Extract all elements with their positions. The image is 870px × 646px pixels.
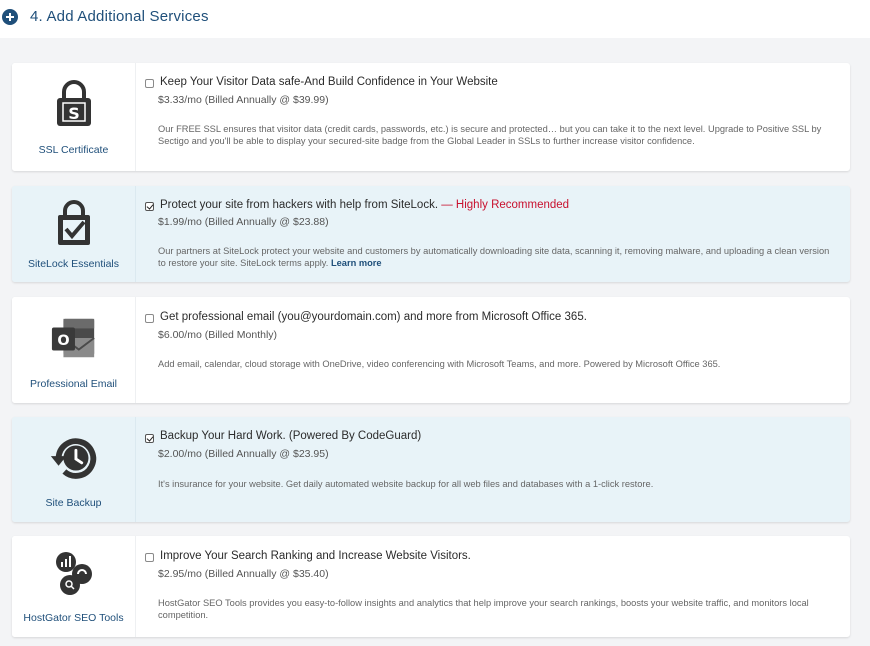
service-name: HostGator SEO Tools (23, 612, 124, 624)
seo-checkbox[interactable] (145, 553, 154, 562)
plus-circle-icon[interactable] (2, 9, 18, 25)
service-badge (12, 417, 136, 522)
email-checkbox[interactable] (145, 314, 154, 323)
service-description: HostGator SEO Tools provides you easy-to-follow insights and analytics that help improve your search rankings, boosts your website traffic, and monitors local competition. (158, 598, 809, 620)
service-heading: Keep Your Visitor Data safe-And Build Confidence in Your Website (160, 76, 498, 88)
service-name: SSL Certificate (38, 144, 109, 156)
service-card-ssl (12, 63, 850, 171)
service-badge (12, 297, 136, 403)
service-description (158, 245, 833, 269)
ssl-lock-icon (54, 79, 94, 129)
backup-checkbox[interactable] (145, 434, 154, 443)
service-price: $3.33/mo (Billed Annually @ $39.99) (158, 94, 329, 106)
service-heading-text: Protect your site from hackers with help from SiteLock. (160, 199, 439, 211)
section-title: 4. Add Additional Services (30, 8, 209, 25)
service-card-email (12, 297, 850, 403)
svg-text:O: O (57, 332, 70, 349)
service-price: $2.00/mo (Billed Annually @ $23.95) (158, 448, 329, 460)
service-heading: Backup Your Hard Work. (Powered By CodeGuard) (160, 430, 422, 442)
service-card-sitelock (12, 186, 850, 282)
backup-clock-icon (46, 431, 102, 485)
service-description-text: Our partners at SiteLock protect your website and customers by automatically downloading site data, scanning it, removing malware, and uploading a clean version to restore your site. SiteLock terms apply. (158, 246, 830, 268)
service-name: Professional Email (30, 378, 117, 390)
service-heading (160, 199, 569, 211)
service-heading: Improve Your Search Ranking and Increase Website Visitors. (160, 550, 471, 562)
outlook-email-icon (49, 315, 99, 363)
service-name: SiteLock Essentials (27, 258, 120, 270)
service-description: Add email, calendar, cloud storage with OneDrive, video conferencing with Microsoft Teams, and more. Powered by Microsoft Office 365. (158, 359, 721, 369)
service-badge (12, 536, 136, 637)
sitelock-checkbox[interactable] (145, 202, 154, 211)
svg-text:S: S (68, 104, 80, 123)
service-description: Our FREE SSL ensures that visitor data (credit cards, passwords, etc.) is secure and protected… but you can take it to the next level. Upgrade to Positive SSL by Sectigo and you'll be able to display your secured-site badge from the Global Leader in SSLs to further increase visitor confidence. (158, 124, 822, 146)
service-price: $6.00/mo (Billed Monthly) (158, 329, 278, 341)
recommended-label: — Highly Recommended (441, 199, 570, 211)
seo-tools-icon (54, 550, 94, 600)
ssl-checkbox[interactable] (145, 79, 154, 88)
service-card-backup (12, 417, 850, 522)
sitelock-shield-icon (54, 200, 94, 250)
service-badge (12, 63, 136, 171)
section-header[interactable] (0, 0, 870, 38)
learn-more-link[interactable]: Learn more (330, 258, 382, 268)
services-panel (0, 38, 870, 646)
service-price: $1.99/mo (Billed Annually @ $23.88) (158, 216, 329, 228)
service-card-seo (12, 536, 850, 637)
service-price: $2.95/mo (Billed Annually @ $35.40) (158, 568, 329, 580)
service-badge (12, 186, 136, 282)
service-name: Site Backup (45, 497, 102, 509)
service-heading: Get professional email (you@yourdomain.com) and more from Microsoft Office 365. (160, 311, 587, 323)
service-description: It's insurance for your website. Get daily automated website backup for all web files and databases with a 1-click restore. (158, 479, 654, 489)
